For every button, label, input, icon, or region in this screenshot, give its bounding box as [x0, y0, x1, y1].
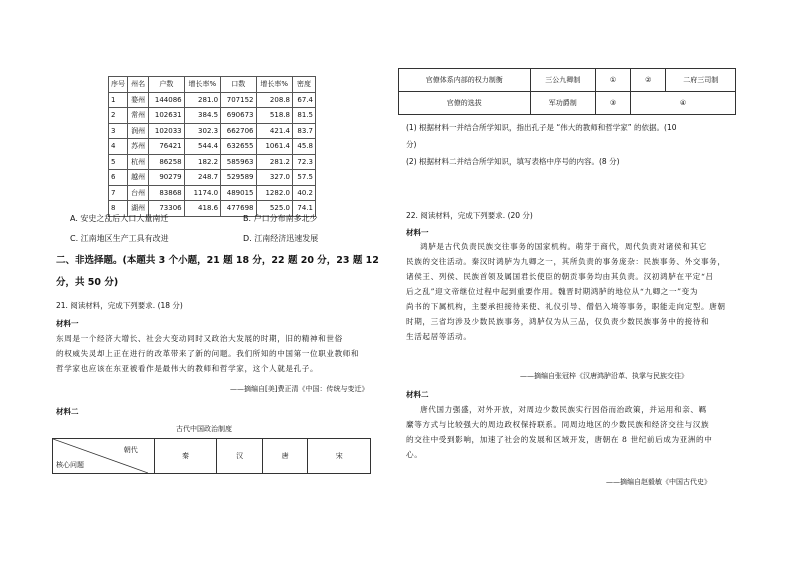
- table-cell: 86258: [149, 154, 184, 170]
- table-cell: 281.0: [184, 92, 220, 108]
- dynasty-cell: 宋: [308, 439, 371, 474]
- table-cell: 83868: [149, 185, 184, 201]
- table-cell: 102033: [149, 123, 184, 139]
- table-cell: 婺州: [128, 92, 149, 108]
- q22-material1-source: ——摘编自张冠梓《汉唐鸿胪沿革、执掌与民族交往》: [520, 372, 688, 380]
- row-label-cell: 官僚体系内部的权力制衡: [399, 69, 531, 92]
- option-a: A. 安史之乱后人口大量南迁: [70, 214, 169, 223]
- q21-material1-label: 材料一: [56, 319, 79, 328]
- q21-material1-text: [56, 331, 378, 376]
- text-line: 的交往中受到影响，加速了社会的发展和区域开发，唐朝在 8 世纪前后成为亚洲的中: [406, 435, 713, 444]
- table-cell: 三公九卿制: [530, 69, 595, 92]
- table-row: [109, 123, 316, 139]
- q21-subquestion-1-cont: 分): [406, 140, 417, 149]
- text-line: 尚书的下属机构，主要承担接待来使、礼仪引导、僧侣入境等事务，职能走向定型。唐朝: [406, 302, 726, 311]
- section-heading-line1: 二、非选择题。(本题共 3 个小题，21 题 18 分，22 题 20 分，23 题 12: [56, 255, 379, 266]
- table-cell: 1061.4: [256, 139, 292, 155]
- text-line: 民族的交往活动。秦汉时鸿胪为九卿之一，其所负责的事务庞杂：民族事务、外交事务，: [406, 257, 726, 266]
- table-cell: 81.5: [292, 108, 315, 124]
- option-d: D. 江南经济迅速发展: [243, 234, 319, 243]
- table-cell: 421.4: [256, 123, 292, 139]
- table-cell: ④: [631, 92, 736, 115]
- q21-subquestion-2: (2) 根据材料二并结合所学知识，填写表格中序号的内容。(8 分): [406, 157, 620, 166]
- population-table: [108, 76, 316, 217]
- table-cell: 707152: [221, 92, 256, 108]
- diagonal-header-cell: [53, 439, 155, 474]
- table-header-row: [109, 77, 316, 93]
- text-line: 心。: [406, 450, 423, 459]
- table-cell: 632655: [221, 139, 256, 155]
- table-cell: 281.2: [256, 154, 292, 170]
- text-line: 诸侯王、列侯、民族首领及属国君长使臣的朝贡事务均由其负责。汉初鸿胪在平定“吕: [406, 272, 714, 281]
- table-cell: 76421: [149, 139, 184, 155]
- table-row: [109, 139, 316, 155]
- table-cell: 90279: [149, 170, 184, 186]
- table-cell: 73306: [149, 201, 184, 217]
- dynasty-cell: 唐: [262, 439, 308, 474]
- gov-system-table-continued: [398, 68, 736, 115]
- table-cell: 477698: [221, 201, 256, 217]
- table-cell: 518.8: [256, 108, 292, 124]
- header-cell: 密度: [292, 77, 315, 93]
- table-cell: 384.5: [184, 108, 220, 124]
- table-cell: 8: [109, 201, 128, 217]
- section-heading-line2: 分，共 50 分): [56, 277, 119, 288]
- text-line: 唐代国力强盛，对外开放，对周边少数民族实行因俗而治政策，并运用和亲、羁: [420, 405, 707, 414]
- table-cell: 常州: [128, 108, 149, 124]
- text-line: 鸿胪是古代负责民族交往事务的国家机构。萌芽于商代，周代负责对诸侯和其它: [420, 242, 707, 251]
- table-cell: 台州: [128, 185, 149, 201]
- option-c: C. 江南地区生产工具有改进: [70, 234, 169, 243]
- diag-top-label: 朝代: [123, 446, 138, 454]
- table-cell: 1174.0: [184, 185, 220, 201]
- table-cell: 二府三司制: [666, 69, 736, 92]
- table-cell: 248.7: [184, 170, 220, 186]
- table-cell: 越州: [128, 170, 149, 186]
- table-cell: 67.4: [292, 92, 315, 108]
- table-cell: 690673: [221, 108, 256, 124]
- table-cell: ②: [631, 69, 666, 92]
- question-22-title: 22. 阅读材料，完成下列要求. (20 分): [406, 211, 533, 220]
- table-cell: 5: [109, 154, 128, 170]
- table-cell: 57.5: [292, 170, 315, 186]
- table-row: [109, 92, 316, 108]
- table-cell: 4: [109, 139, 128, 155]
- table-cell: 杭州: [128, 154, 149, 170]
- table-cell: 302.3: [184, 123, 220, 139]
- header-cell: 户数: [149, 77, 184, 93]
- table-cell: 军功爵制: [530, 92, 595, 115]
- table-cell: 6: [109, 170, 128, 186]
- table-row: [109, 108, 316, 124]
- table-cell: ①: [595, 69, 630, 92]
- diag-bottom-label: 核心问题: [56, 461, 84, 469]
- table-cell: ③: [595, 92, 630, 115]
- gov-system-table: [52, 438, 371, 474]
- table-cell: 544.4: [184, 139, 220, 155]
- table-cell: 489015: [221, 185, 256, 201]
- header-cell: 序号: [109, 77, 128, 93]
- row-label-cell: 官僚的选拔: [399, 92, 531, 115]
- table-cell: 1: [109, 92, 128, 108]
- q21-material1-source: ——摘编自[美]费正清《中国：传统与变迁》: [230, 385, 369, 393]
- text-line: 的权威失灵却上正在进行的改革带来了新的问题。我们所知的中国第一位职业教师和: [56, 349, 360, 358]
- table-cell: 润州: [128, 123, 149, 139]
- table-cell: 苏州: [128, 139, 149, 155]
- table-cell: 418.6: [184, 201, 220, 217]
- table-cell: 525.0: [256, 201, 292, 217]
- header-cell: 增长率%: [256, 77, 292, 93]
- table-cell: 102631: [149, 108, 184, 124]
- table-cell: 72.3: [292, 154, 315, 170]
- header-cell: 口数: [221, 77, 256, 93]
- text-line: 生活起居等活动。: [406, 332, 472, 341]
- q22-material1-label: 材料一: [406, 228, 429, 237]
- table-cell: 1282.0: [256, 185, 292, 201]
- table-cell: 529589: [221, 170, 256, 186]
- table-cell: 2: [109, 108, 128, 124]
- dynasty-cell: 秦: [154, 439, 217, 474]
- table-cell: 40.2: [292, 185, 315, 201]
- q22-material2-text: [406, 402, 746, 462]
- text-line: 后之乱”迎文帝继位过程中起到重要作用。魏晋时期鸿胪的地位从“九卿之一”变为: [406, 287, 699, 296]
- gov-table-title: 古代中国政治制度: [176, 425, 232, 433]
- question-21-title: 21. 阅读材料，完成下列要求. (18 分): [56, 301, 183, 310]
- table-row: [109, 170, 316, 186]
- dynasty-cell: 汉: [217, 439, 263, 474]
- table-cell: 83.7: [292, 123, 315, 139]
- table-cell: 327.0: [256, 170, 292, 186]
- header-cell: 州名: [128, 77, 149, 93]
- table-cell: 208.8: [256, 92, 292, 108]
- table-cell: 湖州: [128, 201, 149, 217]
- table-cell: 662706: [221, 123, 256, 139]
- text-line: 时期，三省均涉及少数民族事务，鸿胪仅为从三品，仅负责少数民族事务中的接待和: [406, 317, 710, 326]
- q21-material2-label: 材料二: [56, 407, 79, 416]
- table-cell: 3: [109, 123, 128, 139]
- text-line: 縻等方式与比较强大的周边政权保持联系。同周边地区的少数民族和经济交往与汉族: [406, 420, 710, 429]
- table-cell: 144086: [149, 92, 184, 108]
- table-row: [109, 185, 316, 201]
- option-b: B. 户口分布南多北少: [243, 214, 318, 223]
- table-row: [109, 154, 316, 170]
- q22-material1-text: [406, 239, 746, 344]
- table-cell: 7: [109, 185, 128, 201]
- q21-subquestion-1: (1) 根据材料一并结合所学知识，指出孔子是 “伟大的教师和哲学家” 的依据。(10: [406, 123, 677, 132]
- text-line: 哲学家也应该在东亚被看作是最伟大的教师和哲学家，这个人就是孔子。: [56, 364, 319, 373]
- table-cell: 182.2: [184, 154, 220, 170]
- q22-material2-label: 材料二: [406, 390, 429, 399]
- table-cell: 74.1: [292, 201, 315, 217]
- q22-material2-source: ——摘编自赵毅敏《中国古代史》: [606, 478, 711, 486]
- table-cell: 45.8: [292, 139, 315, 155]
- header-cell: 增长率%: [184, 77, 220, 93]
- table-cell: 585963: [221, 154, 256, 170]
- text-line: 东周是一个经济大增长、社会大变动同时又政治大发展的时期，旧的精神和世俗: [56, 334, 343, 343]
